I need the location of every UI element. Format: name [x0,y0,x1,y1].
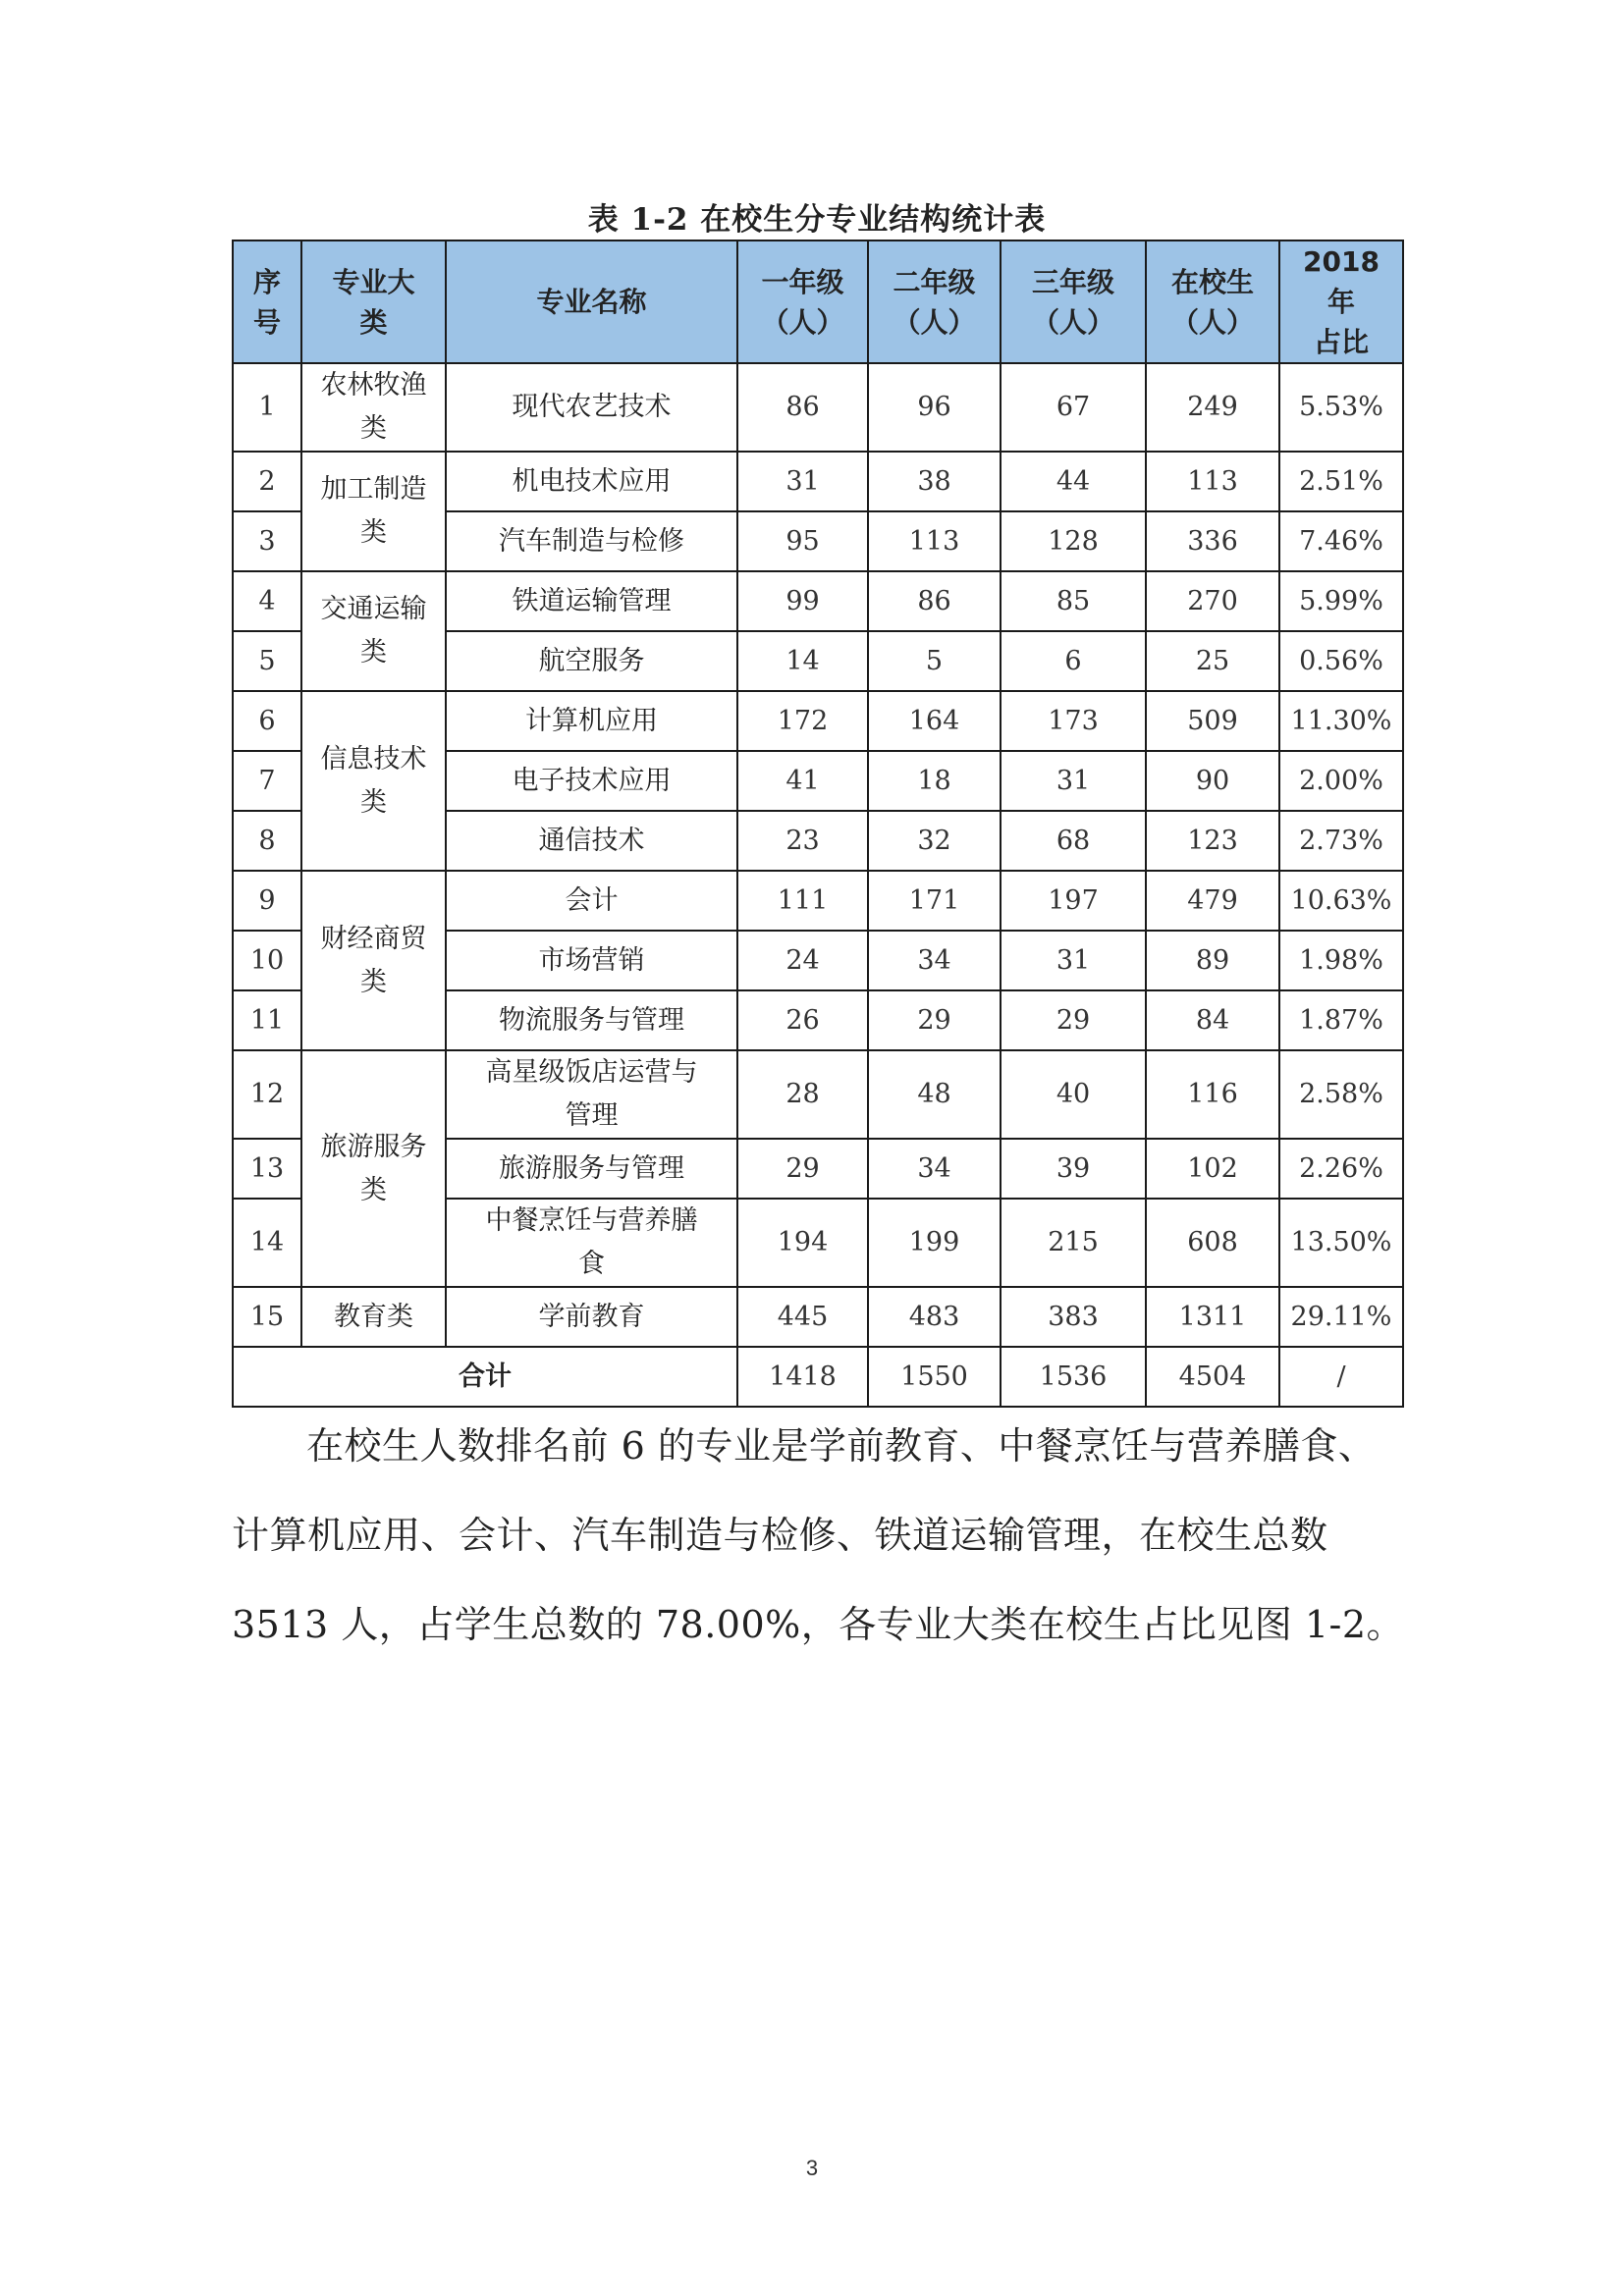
cell-share: 10.63% [1279,871,1403,931]
table-row [233,363,1403,452]
cell-grade3: 31 [1001,931,1146,990]
cell-no: 5 [233,631,301,691]
cell-total: 102 [1146,1139,1279,1199]
cell-grade3: 39 [1001,1139,1146,1199]
header-total: 在校生 （人） [1146,240,1279,363]
table-header-row [233,240,1403,363]
header-grade2: 二年级 （人） [868,240,1001,363]
header-name: 专业名称 [446,240,737,363]
cell-grade2: 29 [868,990,1001,1050]
cell-grade3: 67 [1001,363,1146,452]
table-row [233,871,1403,931]
cell-category: 信息技术 类 [301,691,446,871]
cell-name: 高星级饭店运营与 管理 [446,1050,737,1139]
cell-grade3: 383 [1001,1287,1146,1347]
cell-grade2: 34 [868,931,1001,990]
cell-total: 90 [1146,751,1279,811]
body-paragraph: 在校生人数排名前 6 的专业是学前教育、中餐烹饪与营养膳食、计算机应用、会计、汽车制造与检修、铁道运输管理，在校生总数 3513 人，占学生总数的 78.00%，各专业大类在校生占比见图 1-2。 [232,1424,1405,1646]
cell-share: 2.00% [1279,751,1403,811]
cell-total: 270 [1146,571,1279,631]
cell-grade2: 96 [868,363,1001,452]
cell-grade2: 86 [868,571,1001,631]
table-total-row [233,1347,1403,1407]
cell-grade2: 483 [868,1287,1001,1347]
cell-total-label: 合计 [233,1347,737,1407]
cell-grade1: 23 [737,811,868,871]
cell-grade2: 164 [868,691,1001,751]
cell-total: 249 [1146,363,1279,452]
cell-no: 15 [233,1287,301,1347]
cell-grade1: 99 [737,571,868,631]
cell-share: 2.73% [1279,811,1403,871]
cell-share: 11.30% [1279,691,1403,751]
cell-grade1: 14 [737,631,868,691]
cell-grade3: 215 [1001,1199,1146,1287]
cell-name: 学前教育 [446,1287,737,1347]
cell-grade1: 31 [737,452,868,511]
cell-category: 教育类 [301,1287,446,1347]
cell-total: 1311 [1146,1287,1279,1347]
cell-grade2-sum: 1550 [868,1347,1001,1407]
header-category: 专业大 类 [301,240,446,363]
cell-total: 116 [1146,1050,1279,1139]
cell-grade2: 113 [868,511,1001,571]
header-share: 2018 年 占比 [1279,240,1403,363]
cell-grade1: 29 [737,1139,868,1199]
cell-total: 113 [1146,452,1279,511]
cell-name: 物流服务与管理 [446,990,737,1050]
cell-grade3: 173 [1001,691,1146,751]
cell-name: 现代农艺技术 [446,363,737,452]
cell-grade1: 24 [737,931,868,990]
cell-total: 123 [1146,811,1279,871]
cell-no: 11 [233,990,301,1050]
cell-share: 13.50% [1279,1199,1403,1287]
cell-grade1-sum: 1418 [737,1347,868,1407]
cell-total-sum: 4504 [1146,1347,1279,1407]
cell-no: 9 [233,871,301,931]
header-grade3: 三年级 （人） [1001,240,1146,363]
table-row [233,1050,1403,1139]
cell-share: 2.51% [1279,452,1403,511]
cell-grade2: 38 [868,452,1001,511]
cell-grade3-sum: 1536 [1001,1347,1146,1407]
cell-grade2: 5 [868,631,1001,691]
table-row [233,571,1403,631]
cell-no: 13 [233,1139,301,1199]
cell-grade1: 86 [737,363,868,452]
cell-share: 2.58% [1279,1050,1403,1139]
cell-name: 旅游服务与管理 [446,1139,737,1199]
cell-grade3: 31 [1001,751,1146,811]
cell-grade1: 194 [737,1199,868,1287]
cell-grade1: 111 [737,871,868,931]
cell-name: 中餐烹饪与营养膳 食 [446,1199,737,1287]
cell-name: 市场营销 [446,931,737,990]
cell-name: 电子技术应用 [446,751,737,811]
cell-grade2: 171 [868,871,1001,931]
cell-grade1: 41 [737,751,868,811]
cell-total: 509 [1146,691,1279,751]
cell-name: 汽车制造与检修 [446,511,737,571]
cell-grade2: 199 [868,1199,1001,1287]
cell-name: 机电技术应用 [446,452,737,511]
cell-no: 8 [233,811,301,871]
cell-name: 铁道运输管理 [446,571,737,631]
cell-grade1: 26 [737,990,868,1050]
cell-name: 通信技术 [446,811,737,871]
cell-grade3: 40 [1001,1050,1146,1139]
cell-grade3: 197 [1001,871,1146,931]
cell-grade2: 48 [868,1050,1001,1139]
cell-grade3: 128 [1001,511,1146,571]
cell-grade3: 29 [1001,990,1146,1050]
cell-no: 2 [233,452,301,511]
cell-total: 608 [1146,1199,1279,1287]
cell-grade3: 6 [1001,631,1146,691]
cell-no: 3 [233,511,301,571]
table-title: 表 1-2 在校生分专业结构统计表 [587,202,1047,238]
cell-grade2: 34 [868,1139,1001,1199]
cell-grade3: 68 [1001,811,1146,871]
cell-category: 财经商贸 类 [301,871,446,1050]
header-no: 序 号 [233,240,301,363]
cell-category: 加工制造 类 [301,452,446,571]
cell-share: 29.11% [1279,1287,1403,1347]
cell-total: 25 [1146,631,1279,691]
cell-category: 交通运输 类 [301,571,446,691]
cell-total: 479 [1146,871,1279,931]
cell-no: 10 [233,931,301,990]
cell-no: 12 [233,1050,301,1139]
cell-grade2: 18 [868,751,1001,811]
cell-no: 6 [233,691,301,751]
cell-share: 1.87% [1279,990,1403,1050]
cell-total: 84 [1146,990,1279,1050]
enrollment-table [232,240,1404,1408]
cell-share: 5.53% [1279,363,1403,452]
cell-share: 0.56% [1279,631,1403,691]
cell-grade1: 95 [737,511,868,571]
cell-no: 14 [233,1199,301,1287]
table-row [233,691,1403,751]
cell-share: 2.26% [1279,1139,1403,1199]
cell-total: 336 [1146,511,1279,571]
cell-grade1: 172 [737,691,868,751]
cell-total: 89 [1146,931,1279,990]
cell-grade2: 32 [868,811,1001,871]
table-row [233,1287,1403,1347]
cell-grade1: 445 [737,1287,868,1347]
cell-grade1: 28 [737,1050,868,1139]
cell-category: 农林牧渔 类 [301,363,446,452]
cell-grade3: 85 [1001,571,1146,631]
cell-no: 1 [233,363,301,452]
page-number: 3 [805,2156,819,2180]
header-grade1: 一年级 （人） [737,240,868,363]
cell-share: 5.99% [1279,571,1403,631]
cell-share-sum: / [1279,1347,1403,1407]
cell-share: 1.98% [1279,931,1403,990]
cell-no: 4 [233,571,301,631]
cell-name: 会计 [446,871,737,931]
cell-category: 旅游服务 类 [301,1050,446,1287]
cell-name: 计算机应用 [446,691,737,751]
cell-grade3: 44 [1001,452,1146,511]
table-row [233,452,1403,511]
cell-no: 7 [233,751,301,811]
cell-name: 航空服务 [446,631,737,691]
cell-share: 7.46% [1279,511,1403,571]
